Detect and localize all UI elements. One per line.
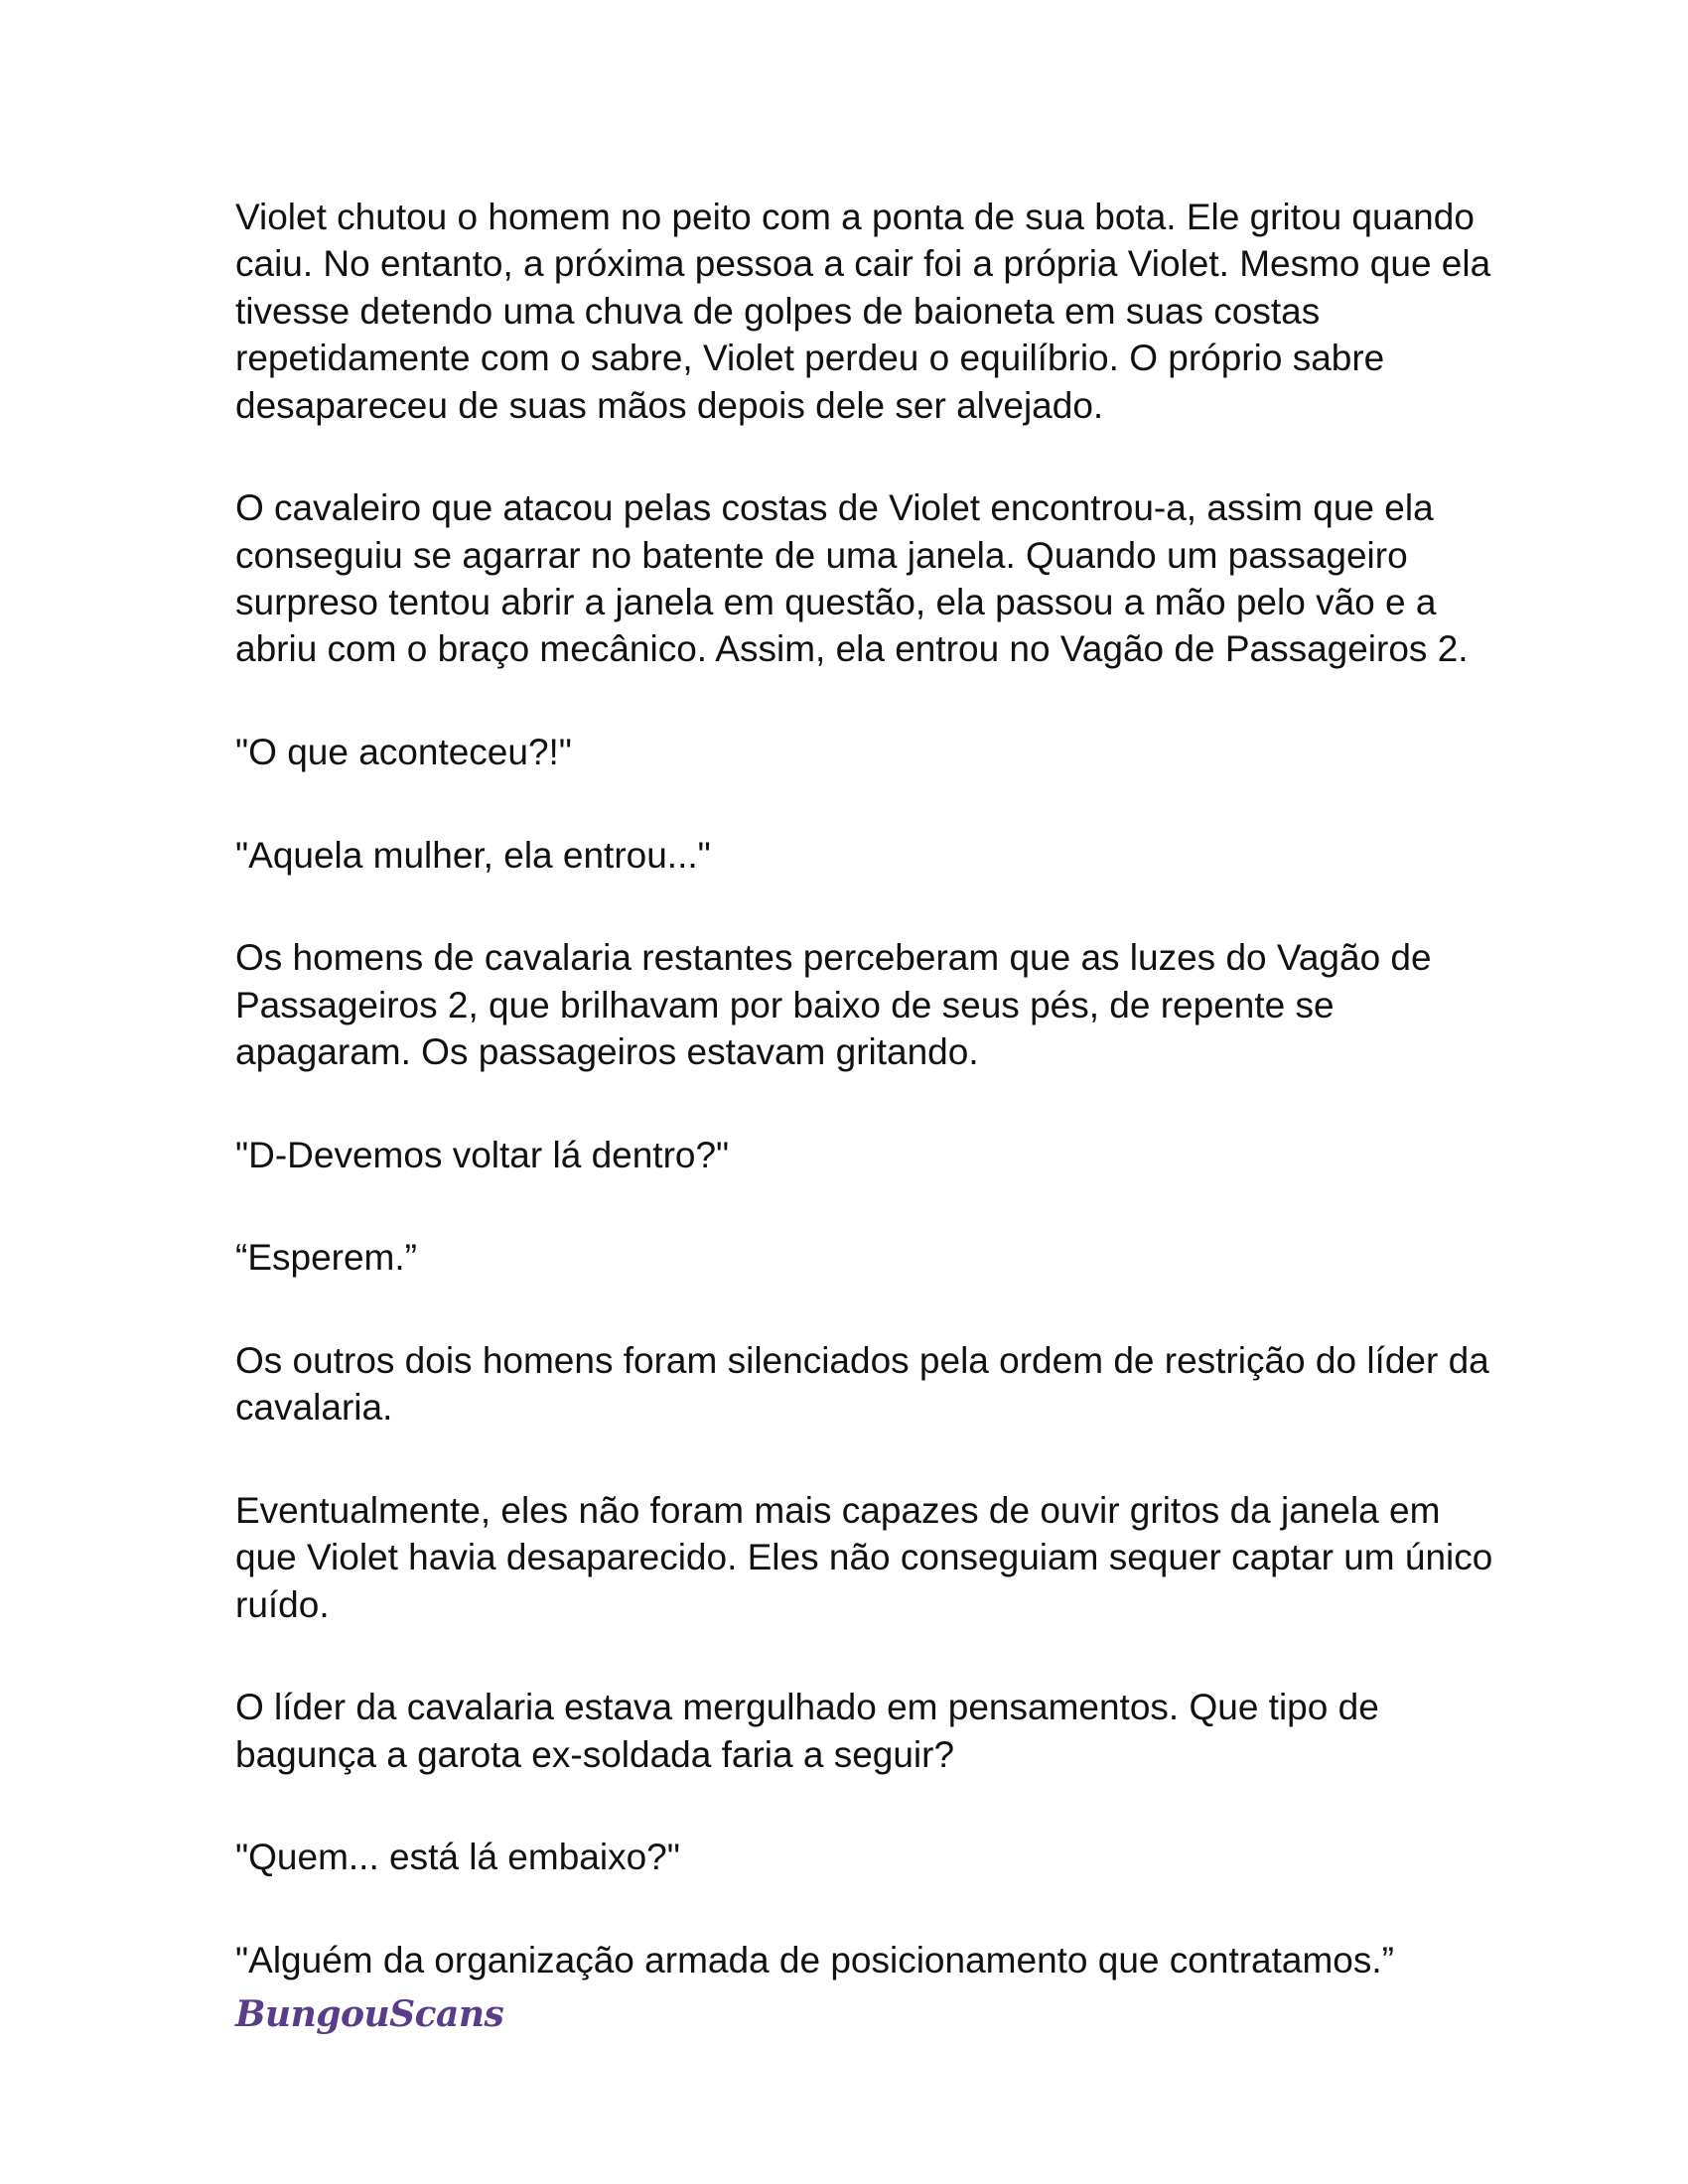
text-line: "D-Devemos voltar lá dentro?" [235,1134,730,1175]
text-line: Passageiros 2, que brilhavam por baixo de seus pés, de repente se [235,984,1335,1025]
text-line: abriu com o braço mecânico. Assim, ela entrou no Vagão de Passageiros 2. [235,628,1469,670]
dialogue-paragraph [235,1937,1526,1983]
paragraph [235,1684,1526,1778]
text-line: desapareceu de suas mãos depois dele ser alvejado. [235,384,1104,426]
text-line: Eventualmente, eles não foram mais capazes de ouvir gritos da janela em [235,1489,1441,1531]
dialogue-paragraph [235,832,1526,879]
text-line: Os homens de cavalaria restantes perceberam que as luzes do Vagão de [235,937,1432,979]
text-line: que Violet havia desaparecido. Eles não conseguiam sequer captar um único [235,1537,1493,1578]
text-line: Os outros dois homens foram silenciados pela ordem de restrição do líder da [235,1339,1489,1381]
text-line: bagunça a garota ex-soldada faria a seguir? [235,1733,955,1775]
dialogue-paragraph [235,1132,1526,1178]
paragraph [235,934,1526,1075]
text-line: caiu. No entanto, a próxima pessoa a cair foi a própria Violet. Mesmo que ela [235,243,1491,285]
paragraph [235,1487,1526,1628]
paragraph [235,484,1526,673]
text-line: surpreso tentou abrir a janela em questão, ela passou a mão pelo vão e a [235,582,1437,623]
text-line: repetidamente com o sabre, Violet perdeu o equilíbrio. O próprio sabre [235,338,1385,379]
text-line: "Alguém da organização armada de posicionamento que contratamos.” [235,1939,1394,1980]
paragraph [235,194,1526,429]
text-line: "O que aconteceu?!" [235,732,572,773]
text-line: "Quem... está lá embaixo?" [235,1837,680,1878]
text-line: "Aquela mulher, ela entrou..." [235,834,711,876]
text-line: “Esperem.” [235,1237,417,1279]
dialogue-paragraph [235,729,1526,775]
watermark-logo: BungouScans [235,1993,504,2035]
text-line: conseguiu se agarrar no batente de uma janela. Quando um passageiro [235,534,1408,576]
dialogue-paragraph [235,1834,1526,1880]
text-line: O cavaleiro que atacou pelas costas de Violet encontrou-a, assim que ela [235,487,1434,529]
text-line: apagaram. Os passageiros estavam gritando. [235,1031,979,1073]
text-line: tivesse detendo uma chuva de golpes de baioneta em suas costas [235,290,1321,332]
paragraph [235,1337,1526,1432]
dialogue-paragraph [235,1234,1526,1281]
text-line: ruído. [235,1583,330,1625]
text-line: Violet chutou o homem no peito com a ponta de sua bota. Ele gritou quando [235,197,1475,237]
document-body [235,194,1526,2039]
text-line: cavalaria. [235,1387,393,1429]
text-line: O líder da cavalaria estava mergulhado em pensamentos. Que tipo de [235,1687,1379,1728]
